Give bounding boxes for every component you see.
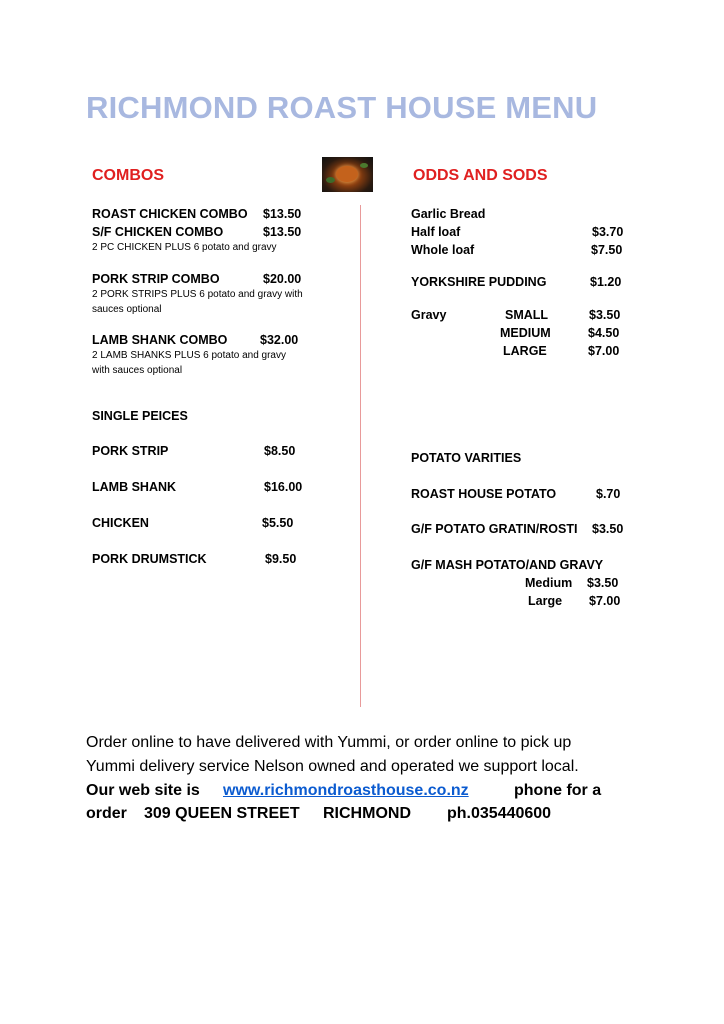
single-pork-strip-name: PORK STRIP [92, 444, 169, 458]
single-chicken-name: CHICKEN [92, 516, 149, 530]
yorkshire-pudding-name: YORKSHIRE PUDDING [411, 275, 547, 289]
lamb-shank-combo-name: LAMB SHANK COMBO [92, 333, 228, 347]
mash-large-label: Large [528, 594, 563, 608]
gravy-large-label: LARGE [503, 344, 547, 358]
odds-heading: ODDS AND SODS [413, 167, 548, 184]
single-pork-drumstick-price: $9.50 [265, 552, 297, 566]
roast-house-potato-price: $.70 [596, 487, 621, 501]
roast-house-potato-name: ROAST HOUSE POTATO [411, 487, 557, 501]
footer-line-1: Order online to have delivered with Yummi, or order online to pick up [86, 734, 572, 751]
whole-loaf-price: $7.50 [591, 243, 623, 257]
town: RICHMOND [323, 805, 411, 822]
potato-gratin-price: $3.50 [592, 522, 624, 536]
gravy-small-price: $3.50 [589, 308, 621, 322]
pork-strip-combo-price: $20.00 [263, 272, 302, 286]
half-loaf-name: Half loaf [411, 225, 461, 239]
roast-chicken-combo-name: ROAST CHICKEN COMBO [92, 207, 248, 221]
column-divider [360, 205, 361, 707]
mash-medium-label: Medium [525, 576, 573, 590]
yorkshire-pudding-price: $1.20 [590, 275, 622, 289]
half-loaf-price: $3.70 [592, 225, 624, 239]
combos-heading: COMBOS [92, 167, 164, 184]
roast-chicken-combo-price: $13.50 [263, 207, 302, 221]
menu-title: RICHMOND ROAST HOUSE MENU [86, 90, 598, 125]
phone-label: phone for a [514, 782, 602, 799]
lamb-shank-combo-desc-2: with sauces optional [92, 365, 183, 376]
sf-chicken-combo-desc: 2 PC CHICKEN PLUS 6 potato and gravy [92, 242, 277, 253]
sf-chicken-combo-name: S/F CHICKEN COMBO [92, 225, 224, 239]
order-word: order [86, 805, 127, 822]
gravy-medium-label: MEDIUM [500, 326, 551, 340]
single-lamb-shank-price: $16.00 [264, 480, 303, 494]
gravy-small-label: SMALL [505, 308, 549, 322]
website-label: Our web site is [86, 782, 200, 799]
single-pieces-heading: SINGLE PEICES [92, 409, 188, 423]
garlic-bread-label: Garlic Bread [411, 207, 486, 221]
single-pork-drumstick-name: PORK DRUMSTICK [92, 552, 207, 566]
single-pork-strip-price: $8.50 [264, 444, 296, 458]
single-chicken-price: $5.50 [262, 516, 294, 530]
phone-number: ph.035440600 [447, 805, 552, 822]
mash-large-price: $7.00 [589, 594, 621, 608]
potato-gratin-name: G/F POTATO GRATIN/ROSTI [411, 522, 578, 536]
potato-heading: POTATO VARITIES [411, 451, 522, 465]
pork-strip-combo-name: PORK STRIP COMBO [92, 272, 220, 286]
single-lamb-shank-name: LAMB SHANK [92, 480, 177, 494]
pork-strip-combo-desc-2: sauces optional [92, 304, 162, 315]
address: 309 QUEEN STREET [144, 805, 300, 822]
gravy-medium-price: $4.50 [588, 326, 620, 340]
lamb-shank-combo-price: $32.00 [260, 333, 299, 347]
roast-chicken-photo [322, 157, 373, 192]
footer-line-2: Yummi delivery service Nelson owned and operated we support local. [86, 758, 579, 775]
website-link[interactable]: www.richmondroasthouse.co.nz [223, 782, 469, 799]
gravy-large-price: $7.00 [588, 344, 620, 358]
gravy-label: Gravy [411, 308, 447, 322]
mash-potato-name: G/F MASH POTATO/AND GRAVY [411, 558, 604, 572]
lamb-shank-combo-desc-1: 2 LAMB SHANKS PLUS 6 potato and gravy [92, 350, 286, 361]
sf-chicken-combo-price: $13.50 [263, 225, 302, 239]
pork-strip-combo-desc-1: 2 PORK STRIPS PLUS 6 potato and gravy with [92, 289, 303, 300]
mash-medium-price: $3.50 [587, 576, 619, 590]
whole-loaf-name: Whole loaf [411, 243, 475, 257]
